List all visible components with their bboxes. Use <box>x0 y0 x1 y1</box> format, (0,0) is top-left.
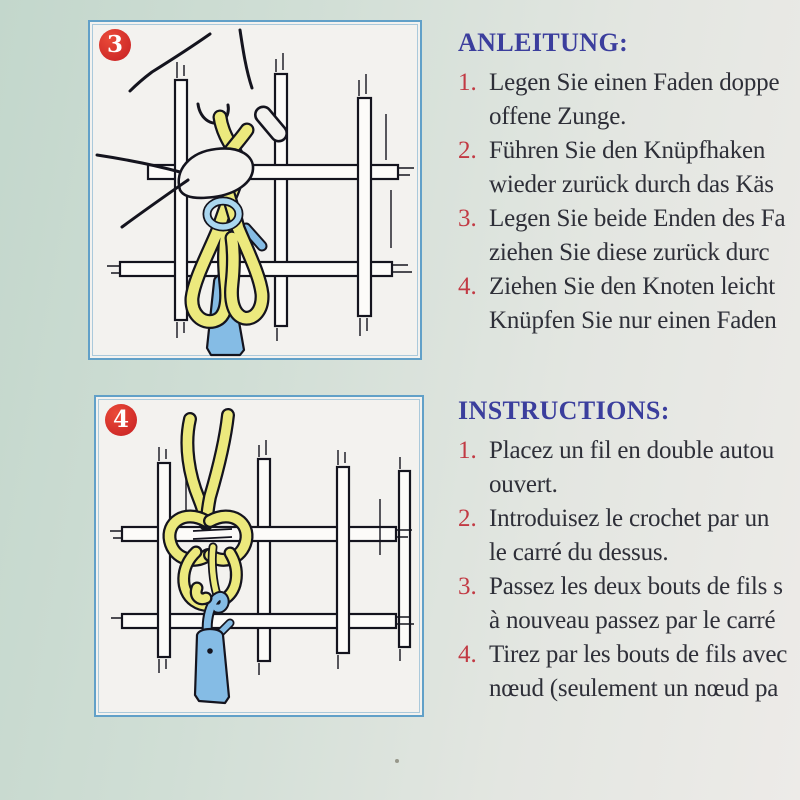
instruction-text: Führen Sie den Knüpfhaken <box>489 137 766 164</box>
figure-step-4 <box>94 395 424 717</box>
instruction-line <box>458 604 800 638</box>
knotting-diagram-step-4-icon <box>96 397 422 715</box>
step-4-badge: 4 <box>105 404 137 436</box>
instruction-line <box>458 638 800 672</box>
step-number <box>458 536 489 570</box>
instruction-text: Legen Sie beide Enden des Fa <box>489 205 786 232</box>
step-number <box>458 672 489 706</box>
step-number: 4. <box>458 641 477 668</box>
step-number <box>458 100 489 134</box>
step-number: 1. <box>458 69 477 96</box>
hook-shaft <box>195 629 229 703</box>
step-number <box>458 604 489 638</box>
instruction-line <box>458 270 800 304</box>
instruction-line <box>458 468 800 502</box>
hook-pivot-dot <box>207 648 213 654</box>
instruction-text: nœud (seulement un nœud pa <box>489 675 779 702</box>
instruction-text: wieder zurück durch das Käs <box>489 171 774 198</box>
german-heading: ANLEITUNG: <box>458 28 629 57</box>
french-instructions-section <box>458 394 800 706</box>
knotting-diagram-step-3-icon <box>90 22 420 358</box>
instruction-text: ziehen Sie diese zurück durc <box>489 239 770 266</box>
step-number: 2. <box>458 505 477 532</box>
step-number: 3. <box>458 573 477 600</box>
step-number <box>458 468 489 502</box>
canvas-grid <box>110 440 414 675</box>
instruction-text: Ziehen Sie den Knoten leicht <box>489 273 775 300</box>
instruction-line <box>458 304 800 338</box>
instruction-line <box>458 134 800 168</box>
step-number: 3. <box>458 205 477 232</box>
step-number: 2. <box>458 137 477 164</box>
step-number <box>458 304 489 338</box>
instruction-text: à nouveau passez par le carré <box>489 607 776 634</box>
instruction-text: Legen Sie einen Faden doppe <box>489 69 780 96</box>
instruction-line <box>458 202 800 236</box>
yarn-knot <box>169 415 246 606</box>
instruction-line <box>458 236 800 270</box>
instruction-line <box>458 502 800 536</box>
instruction-text: Tirez par les bouts de fils avec <box>489 641 788 668</box>
french-heading: INSTRUCTIONS: <box>458 396 670 425</box>
instruction-line <box>458 536 800 570</box>
dust-speck <box>395 759 399 763</box>
instruction-text: ouvert. <box>489 471 558 498</box>
instruction-text: Introduisez le crochet par un <box>489 505 770 532</box>
instruction-line <box>458 570 800 604</box>
instruction-line <box>458 66 800 100</box>
instruction-line <box>458 168 800 202</box>
figure-step-3 <box>88 20 422 360</box>
instruction-line <box>458 434 800 468</box>
instruction-line <box>458 672 800 706</box>
step-number: 1. <box>458 437 477 464</box>
german-instructions-section <box>458 26 800 338</box>
step-number <box>458 236 489 270</box>
instruction-text: Placez un fil en double autou <box>489 437 775 464</box>
instruction-text: le carré du dessus. <box>489 539 669 566</box>
instruction-text: Knüpfen Sie nur einen Faden <box>489 307 777 334</box>
instruction-line <box>458 100 800 134</box>
instruction-text: Passez les deux bouts de fils s <box>489 573 783 600</box>
step-number: 4. <box>458 273 477 300</box>
step-number <box>458 168 489 202</box>
instruction-text: offene Zunge. <box>489 103 627 130</box>
step-3-badge: 3 <box>99 29 131 61</box>
